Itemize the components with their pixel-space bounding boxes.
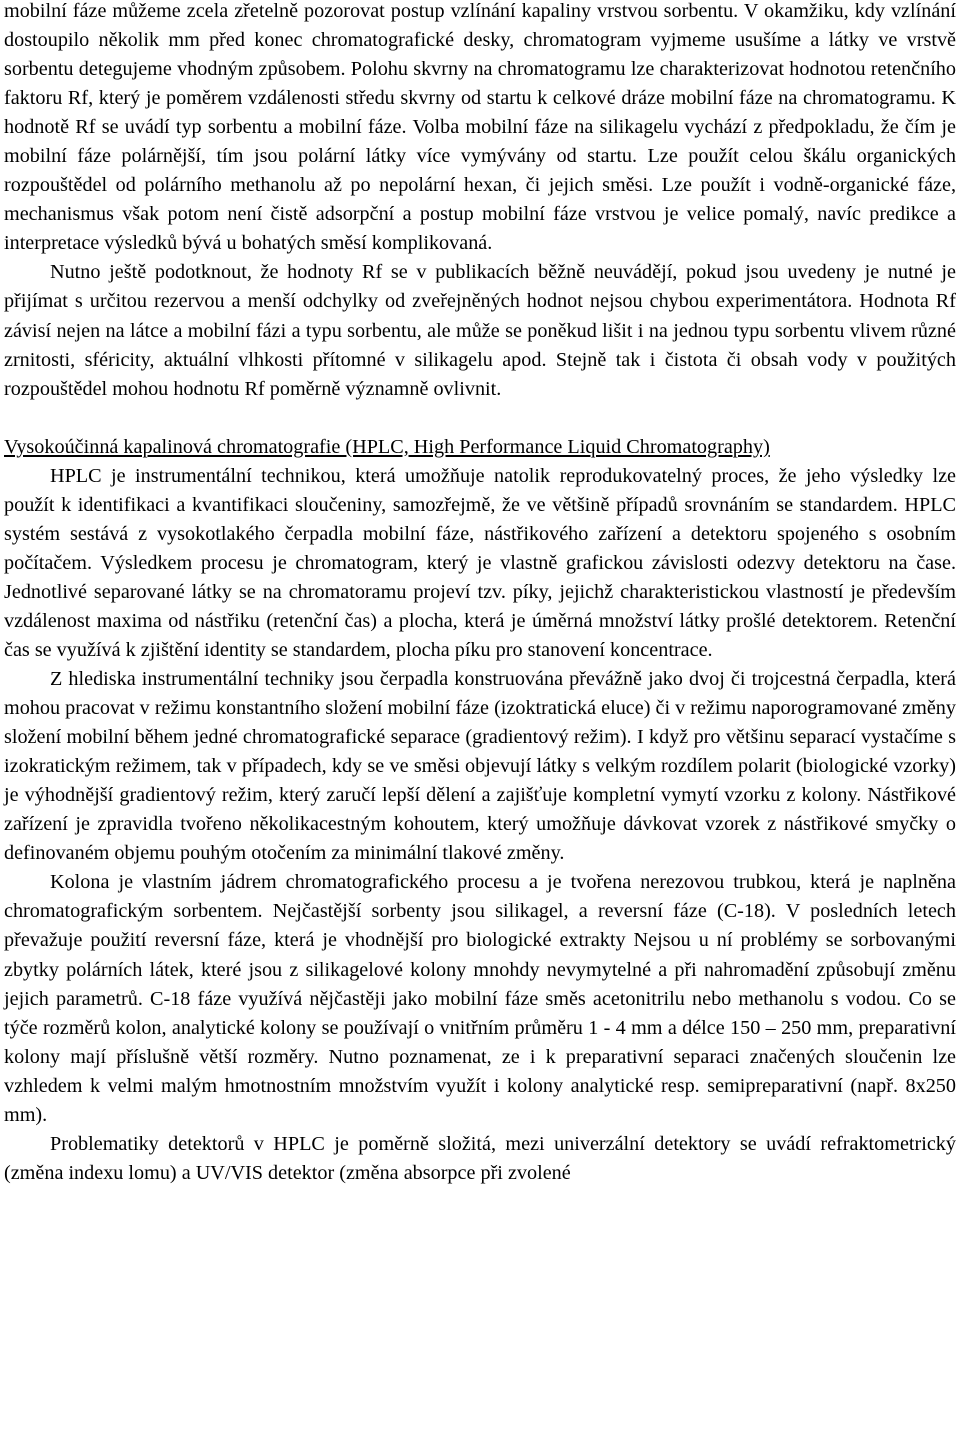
document-page [4,0,956,1188]
paragraph-detectors: Problematiky detektorů v HPLC je poměrně složitá, mezi univerzální detektory se uvádí refraktometrický (změna indexu lomu) a UV/VIS detektor (změna absorpce při zvolené [4,1132,956,1184]
paragraph-tlc-continuation: mobilní fáze můžeme zcela zřetelně pozorovat postup vzlínání kapaliny vrstvou sorbentu. V okamžiku, kdy vzlínání dostoupilo několik mm před konec chromatografické desky, chromatogram vyjmeme usušíme a látky ve vrstvě sorbentu detegujeme vhodným způsobem. Polohu skvrny na chromatogramu lze charakterizovat hodnotou retenčního faktoru Rf, který je poměrem vzdálenosti středu skvrny od startu k celkové dráze mobilní fáze na chromatogramu. K hodnotě Rf se uvádí typ sorbentu a mobilní fáze. Volba mobilní fáze na silikagelu vychází z předpokladu, že čím je mobilní fáze polárnější, tím jsou polární látky více vymývány od startu. Lze použít celou škálu organických rozpouštědel od polárního methanolu až po nepolární hexan, či jejich směsi. Lze použít i vodně-organické fáze, mechanismus však potom není čistě adsorpční a postup mobilní fáze vrstvou je velice pomalý, navíc predikce a interpretace výsledků bývá u bohatých směsí komplikovaná. [4,0,956,255]
paragraph-hplc-intro: HPLC je instrumentální technikou, která umožňuje natolik reprodukovatelný proces, že jeho výsledky lze použít k identifikaci a kvantifikaci sloučeniny, samozřejmě, že ve většině případů srovnáním se standardem. HPLC systém sestává z vysokotlakého čerpadla mobilní fáze, nástřikového zařízení a detektoru spojeného s osobním počítačem. Výsledkem procesu je chromatogram, který je vlastně grafickou závislosti odezvy detektoru na čase. Jednotlivé separované látky se na chromatoramu projeví tzv. píky, jejichž charakteristickou vlastností je především vzdálenost maxima od nástřiku (retenční čas) a plocha, která je úměrná množství látky prošlé detektorem. Retenční čas se využívá k zjištění identity se standardem, plocha píku pro stanovení koncentrace. [4,464,956,661]
paragraph-column: Kolona je vlastním jádrem chromatografického procesu a je tvořena nerezovou trubkou, která je naplněna chromatografickým sorbentem. Nejčastější sorbenty jsou silikagel, a reversní fáze (C-18). V posledních letech převažuje použití reversní fáze, která je vhodnější pro biologické extrakty Nejsou u ní problémy se sorbovanými zbytky polárních látek, které jsou z silikagelové kolony mnohdy nevymytelné a při nahromadění způsobují změnu jejich parametrů. C-18 fáze využívá nějčastěji jako mobilní fáze směs acetonitrilu nebo methanolu s vodou. Co se týče rozměrů kolon, analytické kolony se používají o vnitřním průměru 1 - 4 mm a délce 150 – 250 mm, preparativní kolony mají příslušně větší rozměry. Nutno poznamenat, ze i k preparativní separaci značených sloučenin lze vzhledem k velmi malým hmotnostním množstvím využít i kolony analytické resp. semipreparativní (např. 8x250 mm). [4,871,956,1126]
section-spacer [4,404,956,433]
section-heading-hplc: Vysokoúčinná kapalinová chromatografie (HPLC, High Performance Liquid Chromatography) [4,435,770,458]
paragraph-pumps: Z hlediska instrumentální techniky jsou čerpadla konstruována převážně jako dvoj či trojcestná čerpadla, která mohou pracovat v režimu konstantního složení mobilní fáze (izoktratická eluce) či v režimu naporogramované změny složení mobilní během jedné chromatografické separace (gradientový režim). I když pro většinu separací vystačíme s izokratickým režimem, tak v případech, kdy se ve směsi objevují látky s velkým rozdílem polarit (biologické vzorky) je výhodnější gradientový režim, který zaručí lepší dělení a zajišťuje kompletní vymytí vzorku z kolony. Nástřikové zařízení je zpravidla tvořeno několikacestným kohoutem, který umožňuje dávkovat vzorek z nástřikové smyčky o definovaném objemu pouhým otočením za minimální tlakové změny. [4,668,956,865]
paragraph-rf-note: Nutno ještě podotknout, že hodnoty Rf se v publikacích běžně neuvádějí, pokud jsou uvedeny je nutné je přijímat s určitou rezervou a menší odchylky od zveřejněných hodnot nejsou chybou experimentátora. Hodnota Rf závisí nejen na látce a mobilní fázi a typu sorbentu, ale může se poněkud lišit i na jednou typu sorbentu vlivem různé zrnitosti, sféricity, aktuální vlhkosti přítomné v silikagelu apod. Stejně tak i čistota či obsah vody v použitých rozpouštědel mohou hodnotu Rf poměrně významně ovlivnit. [4,261,956,400]
